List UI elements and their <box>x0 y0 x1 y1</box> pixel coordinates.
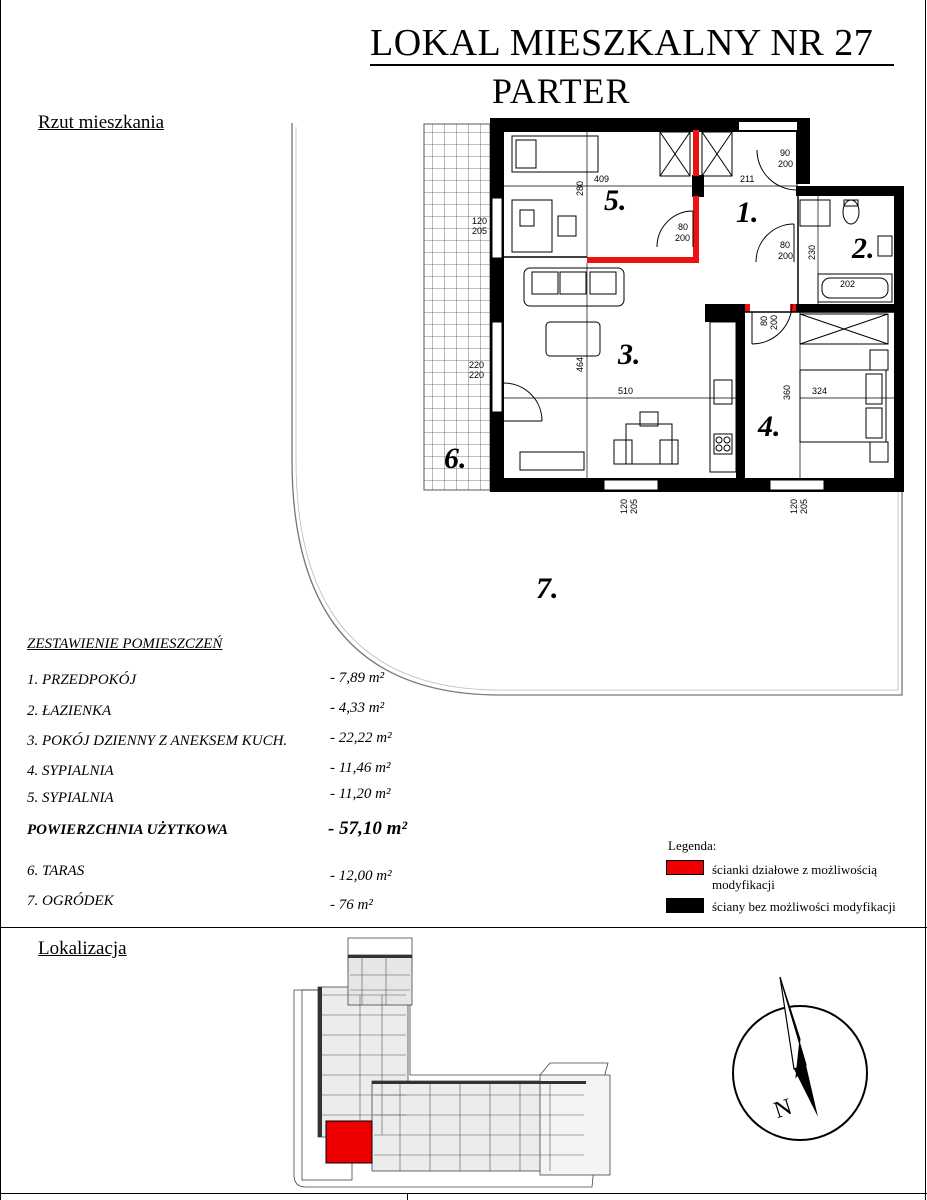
apartment-highlight <box>326 1121 372 1163</box>
total-area-label: POWIERZCHNIA UŻYTKOWA <box>27 822 228 838</box>
legend-swatch-bearing <box>666 898 704 913</box>
site-plan <box>290 935 620 1193</box>
window-4-height: 205 <box>799 498 809 514</box>
room-number-1: 1. <box>736 196 759 229</box>
window-3-width: 220 <box>469 360 485 370</box>
legend-swatch-partition <box>666 860 704 875</box>
door-90-height: 200 <box>778 159 794 169</box>
window-4-width: 120 <box>789 498 799 514</box>
bottom-cell-divider <box>407 1193 408 1200</box>
door-2-width: 80 <box>780 240 791 250</box>
compass-needle-tail <box>794 1065 818 1117</box>
room-5-label: 5. SYPIALNIA <box>27 790 114 806</box>
compass-rose <box>718 965 898 1165</box>
room-4-area: - 11,46 m² <box>330 760 391 776</box>
door-5-height: 200 <box>675 233 691 243</box>
room-number-4: 4. <box>758 410 781 443</box>
window-3-height: 220 <box>469 370 485 380</box>
room-5-area: - 11,20 m² <box>330 786 391 802</box>
garden-outline <box>292 123 902 695</box>
room-3-label: 3. POKÓJ DZIENNY Z ANEKSEM KUCH. <box>27 733 288 749</box>
dim-202: 202 <box>840 279 856 289</box>
terrace-tiles <box>424 124 490 490</box>
window-3b-height: 205 <box>629 498 639 514</box>
door-5-width: 80 <box>678 222 689 232</box>
room-number-2: 2. <box>852 232 875 265</box>
garden-label: 7. OGRÓDEK <box>27 893 114 909</box>
room-1-area: - 7,89 m² <box>330 670 385 686</box>
door-swings <box>504 150 797 421</box>
dim-409: 409 <box>594 174 610 184</box>
room-2-label: 2. ŁAZIENKA <box>27 703 112 719</box>
legend-text-partition: ścianki działowe z możliwością modyfikacji <box>712 862 877 892</box>
room-number-3: 3. <box>618 338 641 371</box>
compass-letter: N <box>770 1093 796 1125</box>
terrace-label: 6. TARAS <box>27 863 85 879</box>
dim-230: 230 <box>807 244 817 260</box>
dim-211: 211 <box>740 174 755 184</box>
door-2-height: 200 <box>778 251 794 261</box>
door-90-width: 90 <box>780 148 791 158</box>
location-section-label: Lokalizacja <box>38 938 127 959</box>
room-4-label: 4. SYPIALNIA <box>27 763 114 779</box>
page-subtitle: PARTER <box>492 71 631 111</box>
page-title: LOKAL MIESZKALNY NR 27 <box>370 22 874 64</box>
window-5-width: 120 <box>472 216 488 226</box>
garden-area: - 76 m² <box>330 897 373 913</box>
room-1-label: 1. PRZEDPOKÓJ <box>27 672 137 688</box>
total-area-value: - 57,10 m² <box>328 818 408 839</box>
window-5-height: 205 <box>472 226 488 236</box>
dim-360: 360 <box>782 384 792 400</box>
dim-280: 280 <box>575 180 585 196</box>
terrace-area: - 12,00 m² <box>330 868 392 884</box>
rooms-heading: ZESTAWIENIE POMIESZCZEŃ <box>27 636 223 652</box>
dim-510: 510 <box>618 386 634 396</box>
room-2-area: - 4,33 m² <box>330 700 385 716</box>
room-3-area: - 22,22 m² <box>330 730 392 746</box>
plan-section-label: Rzut mieszkania <box>38 112 165 133</box>
door-4-height: 200 <box>769 314 779 330</box>
room-number-5: 5. <box>604 184 627 217</box>
room-number-7: 7. <box>536 572 559 605</box>
legend-text-bearing: ściany bez możliwości modyfikacji <box>712 899 896 914</box>
dim-464: 464 <box>575 356 585 372</box>
window-3b-width: 120 <box>619 498 629 514</box>
dim-324: 324 <box>812 386 828 396</box>
garden-outline-inner <box>296 127 898 690</box>
partition-walls <box>587 130 796 312</box>
bottom-divider <box>0 1193 927 1194</box>
room-number-6: 6. <box>444 442 467 475</box>
legend-title: Legenda: <box>668 838 717 853</box>
door-4-width: 80 <box>759 315 769 326</box>
